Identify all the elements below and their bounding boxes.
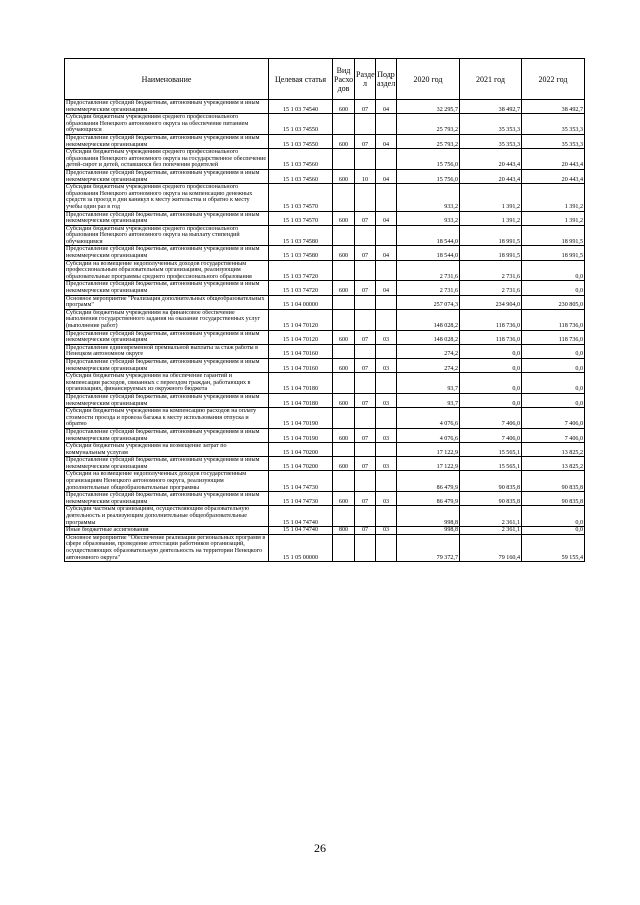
cell-year-2020: 17 122,9	[397, 443, 460, 457]
cell-target-article: 15 1 04 74740	[269, 527, 333, 535]
table-row	[65, 373, 585, 394]
cell-year-2021: 118 736,0	[460, 309, 522, 330]
cell-section: 07	[355, 330, 376, 344]
cell-target-article: 15 1 04 70180	[269, 373, 333, 394]
cell-expense-type: 600	[333, 457, 355, 471]
cell-expense-type	[333, 506, 355, 527]
cell-name: Субсидии бюджетным учреждениям среднего профессионального образования Ненецкого автономного округа на обеспечение питанием обучающихся	[65, 114, 269, 135]
header-year-2020: 2020 год	[397, 59, 460, 100]
cell-expense-type	[333, 260, 355, 281]
cell-section	[355, 114, 376, 135]
cell-subsection: 03	[376, 330, 397, 344]
cell-section: 07	[355, 358, 376, 372]
table-header-row	[65, 59, 585, 100]
cell-year-2020: 2 731,6	[397, 281, 460, 295]
cell-year-2022: 0,0	[522, 358, 585, 372]
cell-subsection	[376, 260, 397, 281]
cell-subsection: 04	[376, 281, 397, 295]
cell-target-article: 15 1 04 00000	[269, 295, 333, 309]
cell-expense-type: 600	[333, 358, 355, 372]
cell-year-2022: 0,0	[522, 393, 585, 407]
table-row	[65, 408, 585, 429]
cell-target-article: 15 1 03 74570	[269, 211, 333, 225]
cell-year-2021: 2 731,6	[460, 281, 522, 295]
cell-year-2022: 118 736,0	[522, 330, 585, 344]
cell-year-2021: 18 991,5	[460, 225, 522, 246]
cell-expense-type: 600	[333, 281, 355, 295]
cell-name: Субсидии бюджетным учреждениям на возмещение затрат по коммунальным услугам	[65, 443, 269, 457]
cell-target-article: 15 1 04 70160	[269, 344, 333, 358]
cell-year-2022: 13 825,2	[522, 457, 585, 471]
cell-year-2021: 20 443,4	[460, 149, 522, 170]
cell-year-2020: 86 479,9	[397, 471, 460, 492]
cell-name: Предоставление единовременной премиальной выплаты за стаж работы в Ненецком автономном округе	[65, 344, 269, 358]
cell-target-article: 15 1 04 70120	[269, 330, 333, 344]
cell-name: Предоставление субсидий бюджетным, автономным учреждениям и иным некоммерческим организациям	[65, 134, 269, 148]
cell-year-2020: 93,7	[397, 393, 460, 407]
cell-name: Предоставление субсидий бюджетным, автономным учреждениям и иным некоммерческим организациям	[65, 428, 269, 442]
header-section: Разде л	[355, 59, 376, 100]
cell-year-2021: 2 361,1	[460, 506, 522, 527]
cell-year-2020: 4 076,6	[397, 408, 460, 429]
cell-target-article: 15 1 04 70190	[269, 408, 333, 429]
cell-year-2022: 90 835,8	[522, 471, 585, 492]
cell-target-article: 15 1 03 74570	[269, 184, 333, 211]
table-row	[65, 114, 585, 135]
cell-year-2021: 15 565,1	[460, 443, 522, 457]
cell-target-article: 15 1 03 74720	[269, 281, 333, 295]
cell-expense-type: 600	[333, 211, 355, 225]
cell-year-2022: 38 492,7	[522, 100, 585, 114]
cell-subsection: 03	[376, 393, 397, 407]
cell-target-article: 15 1 04 74730	[269, 492, 333, 506]
cell-expense-type	[333, 309, 355, 330]
cell-year-2020: 32 295,7	[397, 100, 460, 114]
cell-name: Субсидии частным организациям, осуществляющим образовательную деятельность и реализующим дополнительные общеобразовательные программы	[65, 506, 269, 527]
cell-year-2022: 0,0	[522, 260, 585, 281]
cell-name: Предоставление субсидий бюджетным, автономным учреждениям и иным некоммерческим организациям	[65, 330, 269, 344]
cell-name: Субсидии бюджетным учреждениям на компенсацию расходов на оплату стоимости проезда и провоза багажа к месту использования отпуска и обратно	[65, 408, 269, 429]
header-expense-type: Вид Расхо дов	[333, 59, 355, 100]
table-row	[65, 330, 585, 344]
cell-section: 07	[355, 211, 376, 225]
table-row	[65, 149, 585, 170]
cell-target-article: 15 1 04 70200	[269, 443, 333, 457]
table-row	[65, 134, 585, 148]
cell-year-2022: 35 353,3	[522, 134, 585, 148]
cell-year-2021: 90 835,8	[460, 492, 522, 506]
cell-subsection: 03	[376, 457, 397, 471]
table-row	[65, 358, 585, 372]
cell-year-2020: 257 074,3	[397, 295, 460, 309]
cell-year-2022: 118 736,0	[522, 309, 585, 330]
cell-subsection: 04	[376, 100, 397, 114]
cell-target-article: 15 1 03 74720	[269, 260, 333, 281]
cell-year-2021: 35 353,3	[460, 114, 522, 135]
cell-name: Предоставление субсидий бюджетным, автономным учреждениям и иным некоммерческим организациям	[65, 393, 269, 407]
cell-name: Предоставление субсидий бюджетным, автономным учреждениям и иным некоммерческим организациям	[65, 492, 269, 506]
cell-year-2022: 20 443,4	[522, 169, 585, 183]
cell-subsection	[376, 149, 397, 170]
table-row	[65, 100, 585, 114]
cell-year-2020: 25 793,2	[397, 114, 460, 135]
cell-section	[355, 443, 376, 457]
cell-section	[355, 260, 376, 281]
cell-target-article: 15 1 04 74740	[269, 506, 333, 527]
cell-subsection: 04	[376, 134, 397, 148]
table-row	[65, 225, 585, 246]
header-year-2022: 2022 год	[522, 59, 585, 100]
cell-year-2022: 0,0	[522, 506, 585, 527]
cell-name: Предоставление субсидий бюджетным, автономным учреждениям и иным некоммерческим организациям	[65, 211, 269, 225]
cell-section: 07	[355, 428, 376, 442]
cell-section	[355, 149, 376, 170]
cell-section	[355, 506, 376, 527]
cell-expense-type: 600	[333, 428, 355, 442]
cell-section	[355, 534, 376, 561]
cell-year-2020: 18 544,0	[397, 246, 460, 260]
cell-year-2021: 7 406,0	[460, 428, 522, 442]
cell-name: Предоставление субсидий бюджетным, автономным учреждениям и иным некоммерческим организациям	[65, 281, 269, 295]
cell-subsection	[376, 408, 397, 429]
table-row	[65, 309, 585, 330]
cell-year-2020: 274,2	[397, 344, 460, 358]
cell-year-2020: 17 122,9	[397, 457, 460, 471]
cell-year-2022: 59 155,4	[522, 534, 585, 561]
cell-year-2020: 148 028,2	[397, 309, 460, 330]
cell-section: 07	[355, 492, 376, 506]
cell-expense-type: 600	[333, 393, 355, 407]
cell-subsection	[376, 344, 397, 358]
cell-year-2020: 18 544,0	[397, 225, 460, 246]
cell-section: 07	[355, 281, 376, 295]
cell-expense-type	[333, 184, 355, 211]
cell-year-2022: 1 391,2	[522, 184, 585, 211]
cell-year-2020: 25 793,2	[397, 134, 460, 148]
cell-expense-type	[333, 344, 355, 358]
cell-year-2021: 0,0	[460, 373, 522, 394]
cell-year-2021: 79 160,4	[460, 534, 522, 561]
cell-year-2020: 4 076,6	[397, 428, 460, 442]
cell-year-2022: 0,0	[522, 373, 585, 394]
cell-section: 07	[355, 100, 376, 114]
cell-year-2020: 86 479,9	[397, 492, 460, 506]
cell-year-2021: 90 835,8	[460, 471, 522, 492]
cell-subsection: 04	[376, 169, 397, 183]
cell-name: Предоставление субсидий бюджетным, автономным учреждениям и иным некоммерческим организациям	[65, 100, 269, 114]
cell-year-2022: 230 805,0	[522, 295, 585, 309]
cell-target-article: 15 1 03 74560	[269, 169, 333, 183]
cell-subsection	[376, 443, 397, 457]
table-row	[65, 184, 585, 211]
table-row	[65, 534, 585, 561]
cell-year-2021: 118 736,0	[460, 330, 522, 344]
cell-target-article: 15 1 03 74580	[269, 225, 333, 246]
cell-year-2022: 7 406,0	[522, 428, 585, 442]
table-row	[65, 527, 585, 535]
cell-expense-type: 600	[333, 169, 355, 183]
cell-subsection	[376, 373, 397, 394]
cell-expense-type: 600	[333, 492, 355, 506]
cell-expense-type: 600	[333, 246, 355, 260]
cell-expense-type	[333, 443, 355, 457]
cell-target-article: 15 1 03 74550	[269, 114, 333, 135]
cell-name: Предоставление субсидий бюджетным, автономным учреждениям и иным некоммерческим организациям	[65, 246, 269, 260]
cell-year-2020: 15 756,0	[397, 169, 460, 183]
cell-year-2022: 0,0	[522, 527, 585, 535]
cell-expense-type	[333, 149, 355, 170]
table-row	[65, 457, 585, 471]
table-row	[65, 260, 585, 281]
cell-name: Субсидии бюджетным учреждениям среднего профессионального образования Ненецкого автономного округа на государственное обеспечение детей-сирот и детей, оставшихся без попечения родителей	[65, 149, 269, 170]
table-row	[65, 169, 585, 183]
cell-year-2021: 7 406,0	[460, 408, 522, 429]
cell-year-2021: 234 904,0	[460, 295, 522, 309]
cell-year-2020: 998,8	[397, 527, 460, 535]
cell-section	[355, 408, 376, 429]
cell-subsection	[376, 184, 397, 211]
cell-year-2021: 2 731,6	[460, 260, 522, 281]
cell-section: 10	[355, 169, 376, 183]
cell-year-2022: 13 825,2	[522, 443, 585, 457]
cell-section	[355, 184, 376, 211]
cell-expense-type	[333, 114, 355, 135]
cell-year-2021: 2 361,1	[460, 527, 522, 535]
cell-name: Предоставление субсидий бюджетным, автономным учреждениям и иным некоммерческим организациям	[65, 169, 269, 183]
cell-year-2020: 93,7	[397, 373, 460, 394]
table-row	[65, 506, 585, 527]
cell-year-2022: 0,0	[522, 281, 585, 295]
table-row	[65, 428, 585, 442]
cell-name: Иные бюджетные ассигнования	[65, 527, 269, 535]
cell-section: 07	[355, 246, 376, 260]
cell-subsection	[376, 225, 397, 246]
cell-expense-type: 600	[333, 100, 355, 114]
cell-section	[355, 295, 376, 309]
cell-section	[355, 344, 376, 358]
cell-year-2020: 933,2	[397, 184, 460, 211]
cell-subsection	[376, 506, 397, 527]
cell-year-2020: 79 372,7	[397, 534, 460, 561]
table-row	[65, 295, 585, 309]
cell-name: Субсидии бюджетным учреждениям среднего профессионального образования Ненецкого автономного округа на компенсацию денежных средств за проезд в дни каникул к месту жительства и обратно к месту учебы один раз в год	[65, 184, 269, 211]
cell-expense-type: 600	[333, 330, 355, 344]
cell-year-2022: 18 991,5	[522, 225, 585, 246]
cell-subsection	[376, 309, 397, 330]
table-row	[65, 471, 585, 492]
cell-section	[355, 225, 376, 246]
cell-section	[355, 471, 376, 492]
cell-expense-type: 600	[333, 134, 355, 148]
cell-target-article: 15 1 04 70120	[269, 309, 333, 330]
cell-name: Предоставление субсидий бюджетным, автономным учреждениям и иным некоммерческим организациям	[65, 457, 269, 471]
table-row	[65, 393, 585, 407]
cell-expense-type	[333, 373, 355, 394]
cell-year-2020: 15 756,0	[397, 149, 460, 170]
table-row	[65, 443, 585, 457]
cell-target-article: 15 1 04 70180	[269, 393, 333, 407]
cell-year-2022: 20 443,4	[522, 149, 585, 170]
cell-target-article: 15 1 05 00000	[269, 534, 333, 561]
cell-section	[355, 373, 376, 394]
cell-expense-type	[333, 471, 355, 492]
cell-expense-type: 800	[333, 527, 355, 535]
header-target-article: Целевая статья	[269, 59, 333, 100]
cell-year-2021: 1 391,2	[460, 184, 522, 211]
cell-year-2021: 0,0	[460, 344, 522, 358]
cell-year-2020: 274,2	[397, 358, 460, 372]
cell-target-article: 15 1 04 70190	[269, 428, 333, 442]
cell-year-2022: 90 835,8	[522, 492, 585, 506]
cell-name: Субсидии на возмещение недополученных доходов государственным профессиональным образовательным организациям, реализующим образовательные программы среднего профессионального образования	[65, 260, 269, 281]
cell-target-article: 15 1 04 74730	[269, 471, 333, 492]
table-row	[65, 211, 585, 225]
table-row	[65, 492, 585, 506]
cell-subsection: 03	[376, 358, 397, 372]
cell-target-article: 15 1 03 74540	[269, 100, 333, 114]
cell-year-2020: 148 028,2	[397, 330, 460, 344]
cell-year-2020: 2 731,6	[397, 260, 460, 281]
cell-section: 07	[355, 527, 376, 535]
cell-year-2022: 7 406,0	[522, 408, 585, 429]
cell-year-2021: 20 443,4	[460, 169, 522, 183]
page-number: 26	[314, 841, 326, 855]
table-row	[65, 281, 585, 295]
cell-name: Основное мероприятие "Реализация дополнительных общеобразовательных программ"	[65, 295, 269, 309]
cell-name: Субсидии бюджетным учреждениям среднего профессионального образования Ненецкого автономного округа на выплату стипендий обучающимся	[65, 225, 269, 246]
cell-section: 07	[355, 457, 376, 471]
cell-target-article: 15 1 03 74580	[269, 246, 333, 260]
cell-subsection	[376, 114, 397, 135]
table-row	[65, 246, 585, 260]
cell-year-2021: 1 391,2	[460, 211, 522, 225]
cell-expense-type	[333, 295, 355, 309]
cell-year-2022: 1 391,2	[522, 211, 585, 225]
cell-target-article: 15 1 03 74560	[269, 149, 333, 170]
cell-subsection: 04	[376, 211, 397, 225]
cell-section: 07	[355, 134, 376, 148]
cell-year-2021: 35 353,3	[460, 134, 522, 148]
cell-target-article: 15 1 04 70200	[269, 457, 333, 471]
cell-subsection	[376, 295, 397, 309]
header-year-2021: 2021 год	[460, 59, 522, 100]
cell-year-2021: 15 565,1	[460, 457, 522, 471]
cell-year-2021: 0,0	[460, 358, 522, 372]
cell-subsection: 04	[376, 246, 397, 260]
cell-section	[355, 309, 376, 330]
budget-table	[64, 58, 585, 562]
cell-section: 07	[355, 393, 376, 407]
cell-expense-type	[333, 408, 355, 429]
cell-name: Предоставление субсидий бюджетным, автономным учреждениям и иным некоммерческим организациям	[65, 358, 269, 372]
cell-subsection	[376, 534, 397, 561]
header-subsection: Подр аздел	[376, 59, 397, 100]
cell-name: Субсидии бюджетным учреждениям на обеспечение гарантий и компенсации расходов, связанных с переездом граждан, работающих в организациях, финансируемых из окружного бюджета	[65, 373, 269, 394]
cell-year-2020: 998,8	[397, 506, 460, 527]
cell-year-2020: 933,2	[397, 211, 460, 225]
cell-name: Субсидии бюджетным учреждениям на финансовое обеспечение выполнения государственного задания на оказание государственных услуг (выполнение работ)	[65, 309, 269, 330]
cell-year-2022: 0,0	[522, 344, 585, 358]
cell-subsection: 03	[376, 492, 397, 506]
cell-subsection	[376, 471, 397, 492]
table-body	[65, 100, 585, 562]
cell-name: Субсидии на возмещение недополученных доходов государственным организациям Ненецкого автономного округа, реализующим дополнительные общеобразовательные программы	[65, 471, 269, 492]
cell-expense-type	[333, 225, 355, 246]
table-row	[65, 344, 585, 358]
cell-subsection: 03	[376, 527, 397, 535]
cell-year-2021: 0,0	[460, 393, 522, 407]
cell-year-2022: 35 353,3	[522, 114, 585, 135]
cell-name: Основное мероприятие "Обеспечение реализации региональных программ в сфере образования, проведение аттестации работников организаций, осуществляющих образовательную деятельность на территории Ненецкого автономного округа"	[65, 534, 269, 561]
header-name: Наименование	[65, 59, 269, 100]
cell-subsection: 03	[376, 428, 397, 442]
cell-target-article: 15 1 03 74550	[269, 134, 333, 148]
cell-year-2021: 38 492,7	[460, 100, 522, 114]
cell-year-2021: 18 991,5	[460, 246, 522, 260]
cell-year-2022: 18 991,5	[522, 246, 585, 260]
cell-target-article: 15 1 04 70160	[269, 358, 333, 372]
cell-expense-type	[333, 534, 355, 561]
